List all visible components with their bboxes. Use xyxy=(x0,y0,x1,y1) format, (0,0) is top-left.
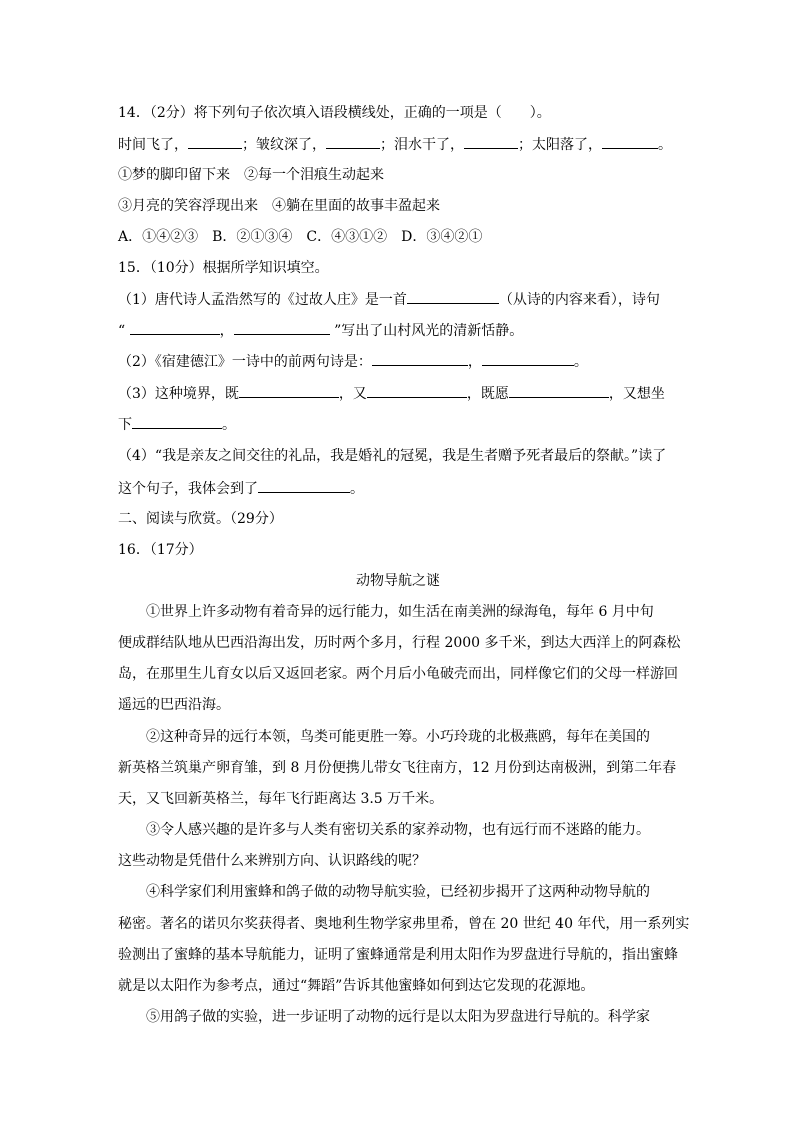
blank[interactable] xyxy=(407,289,499,304)
q15-part3-line1: （3）这种境界，既 ，又 ，既愿 ，又想坐 xyxy=(118,383,678,404)
blank[interactable] xyxy=(482,351,574,366)
blank[interactable] xyxy=(602,134,658,149)
blank[interactable] xyxy=(326,134,380,149)
q15-part3-line2: 下 。 xyxy=(118,414,678,435)
passage-line: 天，又飞回新英格兰，每年飞行距离达 3.5 万千米。 xyxy=(118,791,444,807)
passage-line: ③令人感兴趣的是许多与人类有密切关系的家养动物，也有远行而不迷路的能力。 xyxy=(146,822,650,838)
q15-stem: 15．（10分）根据所学知识填空。 xyxy=(118,260,329,276)
passage-line: ①世界上许多动物有着奇异的远行能力，如生活在南美洲的绿海龟，每年 6 月中旬 xyxy=(146,604,654,620)
blank[interactable] xyxy=(509,383,609,398)
passage-title: 动物导航之谜 xyxy=(356,573,440,589)
q15-part4-line1: （4）“我是亲友之间交往的礼品，我是婚礼的冠冕，我是生者赠予死者最后的祭献。”读了 xyxy=(118,448,667,464)
passage-line: 遥远的巴西沿海。 xyxy=(118,697,230,713)
passage-line: ⑤用鸽子做的实验，进一步证明了动物的远行是以太阳为罗盘进行导航的。科学家 xyxy=(146,1009,650,1025)
section-heading: 二、阅读与欣赏。（29分） xyxy=(118,511,283,527)
blank[interactable] xyxy=(130,320,220,335)
blank[interactable] xyxy=(464,134,518,149)
passage-line: 新英格兰筑巢产卵育雏，到 8 月份便携儿带女飞往南方，12 月份到达南极洲，到第二年春 xyxy=(118,760,677,776)
passage-line: ④科学家们利用蜜蜂和鸽子做的动物导航实验，已经初步揭开了这两种动物导航的 xyxy=(146,884,650,900)
q14-options-2: ③月亮的笑容浮现出来 ④躺在里面的故事丰盈起来 xyxy=(118,198,440,214)
blank[interactable] xyxy=(188,134,242,149)
blank[interactable] xyxy=(367,383,467,398)
q15-part1-line1: （1）唐代诗人孟浩然写的《过故人庄》是一首 （从诗的内容来看），诗句 xyxy=(118,289,678,310)
q14-passage: 时间飞了， ；皱纹深了， ；泪水干了， ；太阳落了， 。 xyxy=(118,134,678,155)
passage-line: ②这种奇异的远行本领，鸟类可能更胜一筹。小巧玲珑的北极燕鸥，每年在美国的 xyxy=(146,729,650,745)
q16-stem: 16．（17分） xyxy=(118,542,203,558)
q15-part2: （2）《宿建德江》一诗中的前两句诗是： ， 。 xyxy=(118,351,678,372)
passage-line: 这些动物是凭借什么来辨别方向、认识路线的呢？ xyxy=(118,853,426,869)
q15-part4-line2: 这个句子，我体会到了 。 xyxy=(118,478,678,499)
passage-line: 秘密。著名的诺贝尔奖获得者、奥地利生物学家弗里希，曾在 20 世纪 40 年代，用一系列实 xyxy=(118,916,690,932)
q14-choices: A．①④②③ B．②①③④ C．④③①② D．③④②① xyxy=(118,229,483,245)
q15-part1-line2: “ ， ”写出了山村风光的清新恬静。 xyxy=(118,320,678,341)
passage-line: 就是以太阳作为参考点，通过“舞蹈”告诉其他蜜蜂如何到达它发现的花源地。 xyxy=(118,978,595,994)
passage-line: 便成群结队地从巴西沿海出发，历时两个多月，行程 2000 多千米，到达大西洋上的阿森松 xyxy=(118,635,681,651)
blank[interactable] xyxy=(239,383,339,398)
passage-line: 验测出了蜜蜂的基本导航能力，证明了蜜蜂通常是利用太阳作为罗盘进行导航的，指出蜜蜂 xyxy=(118,947,678,963)
blank[interactable] xyxy=(372,351,468,366)
blank[interactable] xyxy=(234,320,330,335)
passage-line: 岛，在那里生儿育女以后又返回老家。两个月后小龟破壳而出，同样像它们的父母一样游回 xyxy=(118,666,678,682)
q14-stem: 14．（2分）将下列句子依次填入语段横线处，正确的一项是（ ）。 xyxy=(118,105,551,121)
blank[interactable] xyxy=(258,478,350,493)
q14-options-1: ①梦的脚印留下来 ②每一个泪痕生动起来 xyxy=(118,167,384,183)
blank[interactable] xyxy=(132,414,222,429)
